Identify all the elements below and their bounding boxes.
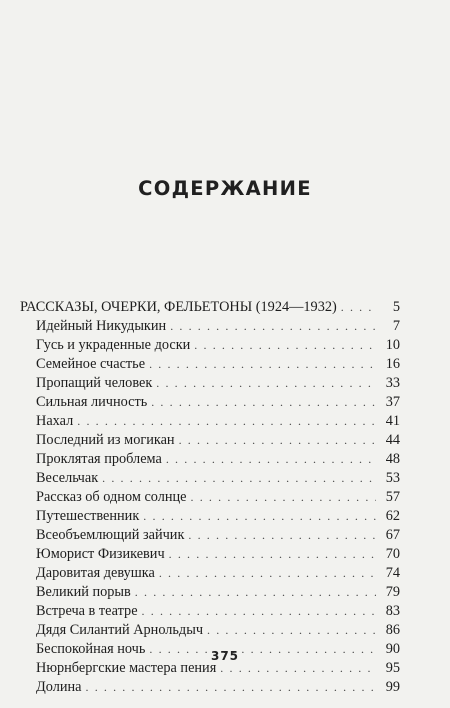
toc-entry <box>20 583 400 602</box>
toc-entry-page: 95 <box>385 660 400 676</box>
toc-entry-title: Гусь и украденные доски <box>36 337 191 353</box>
toc-entry-page: 48 <box>385 451 400 467</box>
toc-entry-page: 10 <box>385 337 400 353</box>
toc-leader-dots <box>143 507 376 526</box>
toc-leader-dots <box>142 602 376 621</box>
toc-entry-page: 57 <box>385 489 400 505</box>
toc-section-page: 5 <box>392 299 400 315</box>
toc-entry-page: 79 <box>385 584 400 600</box>
toc-entry <box>20 564 400 583</box>
toc-entry-title: Беспокойная ночь <box>36 641 146 657</box>
toc-entry-page: 62 <box>385 508 400 524</box>
toc-entry-page: 83 <box>385 603 400 619</box>
toc-entry-title: Даровитая девушка <box>36 565 155 581</box>
table-of-contents <box>20 298 400 697</box>
toc-leader-dots <box>86 678 377 697</box>
toc-entry <box>20 545 400 564</box>
toc-entry-title: Весельчак <box>36 470 99 486</box>
toc-leader-dots <box>151 393 376 412</box>
toc-entry-page: 7 <box>392 318 400 334</box>
toc-entry-page: 90 <box>385 641 400 657</box>
toc-entry <box>20 678 400 697</box>
toc-entry <box>20 526 400 545</box>
toc-entry-title: Идейный Никудыкин <box>36 318 167 334</box>
toc-entry <box>20 412 400 431</box>
toc-entry-page: 53 <box>385 470 400 486</box>
toc-entry <box>20 355 400 374</box>
toc-entry-page: 16 <box>385 356 400 372</box>
toc-leader-dots <box>170 317 376 336</box>
toc-leader-dots <box>159 564 376 583</box>
toc-leader-dots <box>179 431 376 450</box>
toc-entry <box>20 488 400 507</box>
toc-leader-dots <box>207 621 376 640</box>
toc-leader-dots <box>341 298 376 317</box>
toc-leader-dots <box>77 412 376 431</box>
toc-entry-title: Проклятая проблема <box>36 451 162 467</box>
toc-entry-title: Всеобъемлющий зайчик <box>36 527 185 543</box>
toc-entry-page: 86 <box>385 622 400 638</box>
toc-leader-dots <box>191 488 376 507</box>
toc-entry-page: 99 <box>385 679 400 695</box>
toc-entry <box>20 431 400 450</box>
toc-entry-page: 44 <box>385 432 400 448</box>
toc-entry-title: Нахал <box>36 413 74 429</box>
toc-entry <box>20 621 400 640</box>
toc-leader-dots <box>149 355 376 374</box>
toc-entry-page: 37 <box>385 394 400 410</box>
toc-entry <box>20 469 400 488</box>
toc-entry-title: Великий порыв <box>36 584 131 600</box>
toc-entry <box>20 450 400 469</box>
contents-heading: СОДЕРЖАНИЕ <box>138 177 312 200</box>
toc-leader-dots <box>166 450 376 469</box>
toc-entry-title: Долина <box>36 679 82 695</box>
toc-entry <box>20 336 400 355</box>
toc-entry-title: Сильная личность <box>36 394 148 410</box>
toc-entry-title: Встреча в театре <box>36 603 138 619</box>
toc-entry-page: 74 <box>385 565 400 581</box>
toc-entry-page: 33 <box>385 375 400 391</box>
toc-entry-title: Путешественник <box>36 508 140 524</box>
toc-entry-page: 70 <box>385 546 400 562</box>
toc-leader-dots <box>156 374 376 393</box>
toc-entry-title: Юморист Физикевич <box>36 546 165 562</box>
toc-leader-dots <box>194 336 376 355</box>
toc-section-row <box>20 298 400 317</box>
toc-entry <box>20 317 400 336</box>
toc-entry <box>20 602 400 621</box>
toc-entry-title: Дядя Силантий Арнольдыч <box>36 622 204 638</box>
toc-leader-dots <box>135 583 376 602</box>
toc-entry-title: Семейное счастье <box>36 356 146 372</box>
toc-entry-page: 41 <box>385 413 400 429</box>
toc-entry-title: Нюрнбергские мастера пения <box>36 660 217 676</box>
toc-leader-dots <box>169 545 376 564</box>
toc-entry <box>20 393 400 412</box>
toc-leader-dots <box>102 469 376 488</box>
page-number: 375 <box>210 649 240 663</box>
toc-entry <box>20 507 400 526</box>
toc-entry-title: Рассказ об одном солнце <box>36 489 187 505</box>
toc-entry-title: Пропащий человек <box>36 375 153 391</box>
toc-section-title: РАССКАЗЫ, ОЧЕРКИ, ФЕЛЬЕТОНЫ (1924—1932) <box>20 299 337 315</box>
toc-entry <box>20 374 400 393</box>
toc-entry-title: Последний из могикан <box>36 432 175 448</box>
toc-leader-dots <box>188 526 376 545</box>
toc-entry-page: 67 <box>385 527 400 543</box>
